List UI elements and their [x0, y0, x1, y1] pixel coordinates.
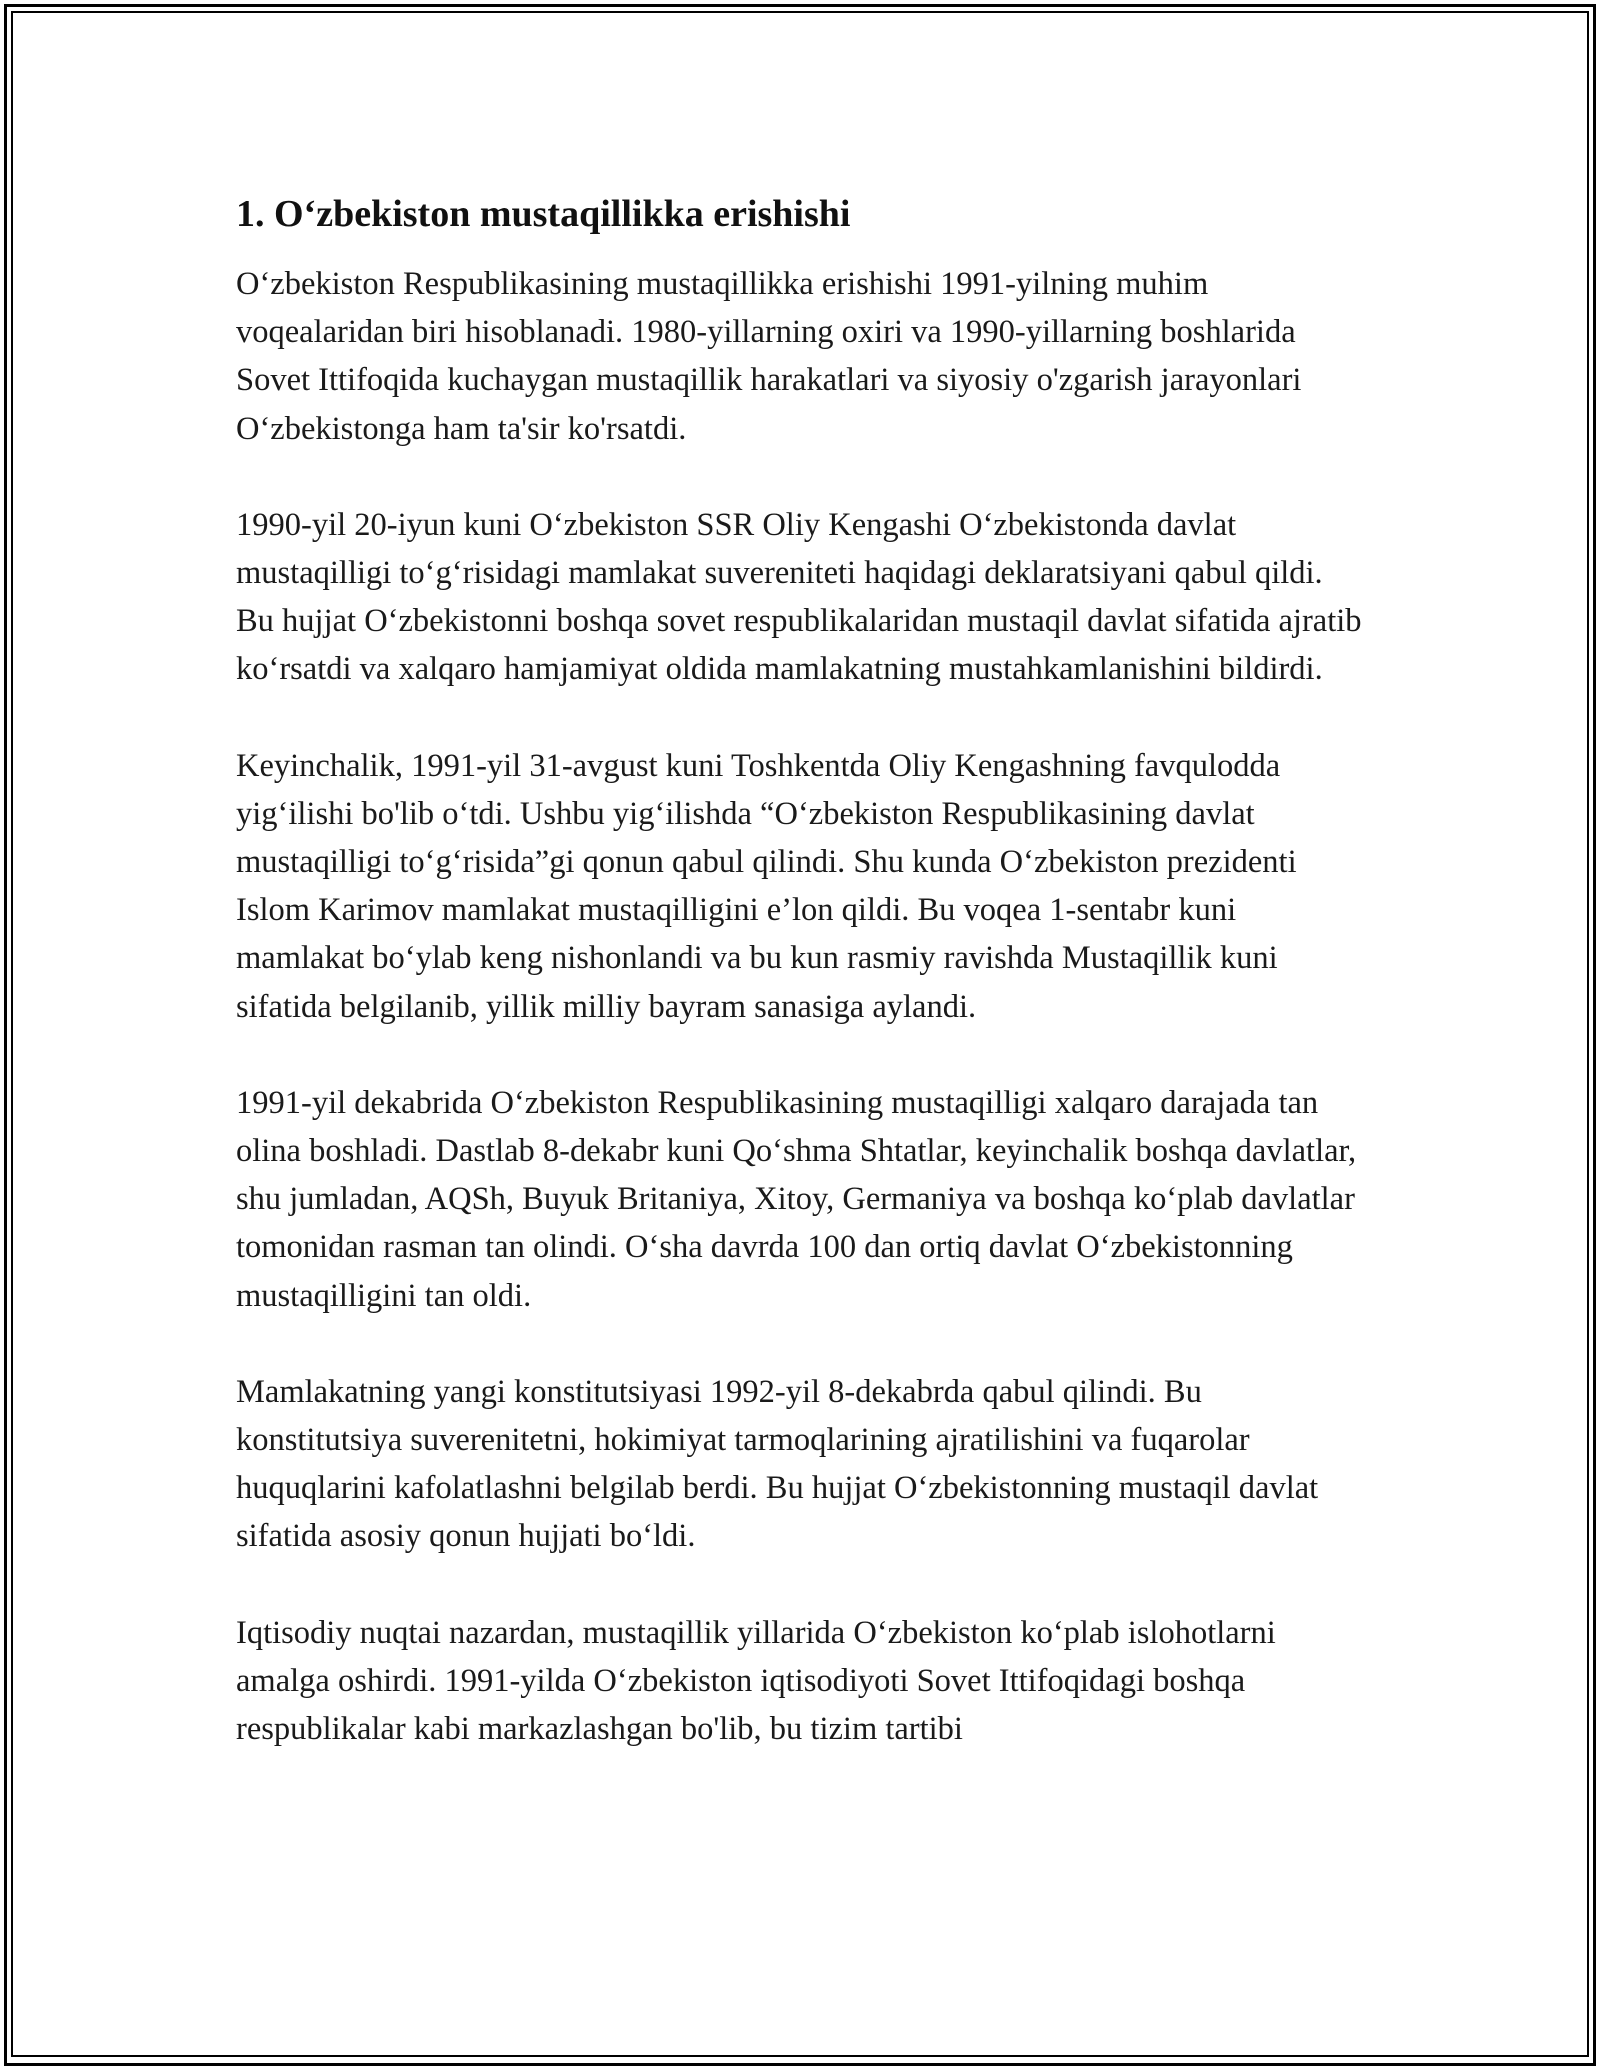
- paragraph-1: O‘zbekiston Respublikasining mustaqillikka erishishi 1991-yilning muhim voqealaridan biri hisoblanadi. 1980-yillarning oxiri va 1990-yillarning boshlarida Sovet Ittifoqida kuchaygan mustaqillik harakatlari va siyosiy o'zgarish jarayonlari O‘zbekistonga ham ta'sir ko'rsatdi.: [236, 266, 1302, 447]
- paragraph-3: Keyinchalik, 1991-yil 31-avgust kuni Toshkentda Oliy Kengashning favqulodda yig‘ilishi bo'lib o‘tdi. Ushbu yig‘ilishda “O‘zbekiston Respublikasining davlat mustaqilligi to‘g‘risida”gi qonun qabul qilindi. Shu kunda O‘zbekiston prezidenti Islom Karimov mamlakat mustaqilligini e’lon qildi. Bu voqea 1-sentabr kuni mamlakat bo‘ylab keng nishonlandi va bu kun rasmiy ravishda Mustaqillik kuni sifatida belgilanib, yillik milliy bayram sanasiga aylandi.: [236, 747, 1297, 1025]
- paragraph-2: 1990-yil 20-iyun kuni O‘zbekiston SSR Oliy Kengashi O‘zbekistonda davlat mustaqilligi to‘g‘risidagi mamlakat suvereniteti haqidagi deklaratsiyani qabul qildi. Bu hujjat O‘zbekistonni boshqa sovet respublikalaridan mustaqil davlat sifatida ajratib ko‘rsatdi va xalqaro hamjamiyat oldida mamlakatning mustahkamlanishini bildirdi.: [236, 506, 1362, 688]
- paragraph-4: 1991-yil dekabrida O‘zbekiston Respublikasining mustaqilligi xalqaro darajada tan olina boshladi. Dastlab 8-dekabr kuni Qo‘shma Shtatlar, keyinchalik boshqa davlatlar, shu jumladan, AQSh, Buyuk Britaniya, Xitoy, Germaniya va boshqa ko‘plab davlatlar tomonidan rasman tan olindi. O‘sha davrda 100 dan ortiq davlat O‘zbekistonning mustaqilligini tan oldi.: [236, 1084, 1357, 1314]
- document-body: [236, 188, 1366, 1801]
- paragraph-5: Mamlakatning yangi konstitutsiyasi 1992-yil 8-dekabrda qabul qilindi. Bu konstitutsiya suverenitetni, hokimiyat tarmoqlarining ajratilishini va fuqarolar huquqlarini kafolatlashni belgilab berdi. Bu hujjat O‘zbekistonning mustaqil davlat sifatida asosiy qonun hujjati bo‘ldi.: [236, 1373, 1319, 1555]
- paragraph-6: Iqtisodiy nuqtai nazardan, mustaqillik yillarida O‘zbekiston ko‘plab islohotlarni amalga oshirdi. 1991-yilda O‘zbekiston iqtisodiyoti Sovet Ittifoqidagi boshqa respublikalar kabi markazlashgan bo'lib, bu tizim tartibi: [236, 1614, 1276, 1748]
- section-heading: 1. O‘zbekiston mustaqillikka erishishi: [236, 193, 851, 235]
